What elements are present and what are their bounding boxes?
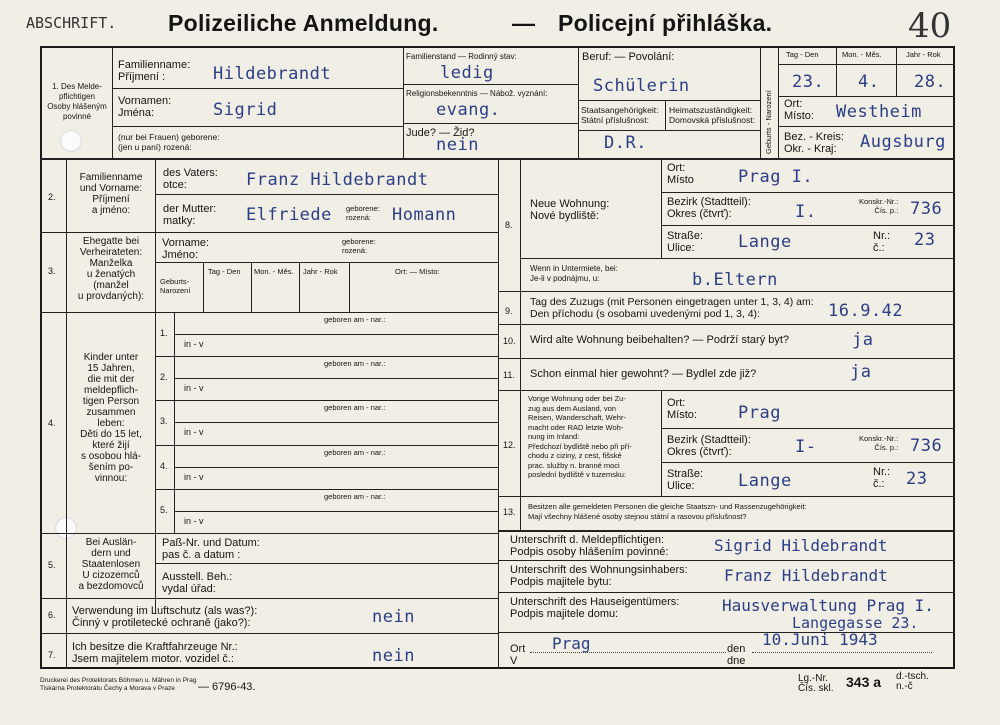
kind-in-label: in - v (184, 383, 204, 394)
section3-label: Ehegatte bei Verheirateten: Manželka u ženatých (manžel u provdaných): (77, 236, 145, 302)
zuzug-value: 16.9.42 (828, 301, 904, 321)
section5-label: Bei Auslän- dern und Staatenlosen U cizozemců a bezdomovců (78, 537, 144, 592)
section10-number: 10. (503, 336, 516, 346)
neue-strasse-value: Lange (738, 232, 792, 252)
kraftfahrzeuge-label: Ich besitze die Kraftfahrzeuge Nr.: Jsem majitelem motor. vozidel č.: (72, 641, 238, 665)
section8-number: 8. (505, 220, 513, 230)
geburts-rotated-label: Geburts - Narození (764, 90, 773, 154)
melde-sig-label: Unterschrift d. Meldepflichtigen: Podpis osoby hlášením povinné: (510, 534, 669, 558)
title-dash: — (512, 10, 535, 36)
neue-ort-label: Ort: Místo (667, 162, 694, 186)
neue-konskr-label: Konskr.-Nr.: Čís. p.: (859, 197, 899, 215)
print-code: — 6796-43. (198, 681, 256, 693)
kind-mid-line (174, 378, 498, 379)
melde-sig-value: Sigrid Hildebrandt (714, 536, 888, 555)
kind-number: 4. (160, 460, 168, 471)
luftschutz-value: nein (372, 607, 415, 627)
kind-number: 3. (160, 416, 168, 427)
vater-label: des Vaters: otce: (163, 167, 218, 191)
kind-born-label: geboren am - nar.: (324, 403, 386, 413)
section2-number: 2. (48, 192, 56, 202)
kind-number: 1. (160, 328, 168, 338)
neue-nr-value: 23 (914, 230, 936, 250)
haus-sig-value-line1: Hausverwaltung Prag I. (722, 596, 934, 615)
familienstand-value: ledig (440, 63, 494, 83)
wohnung-sig-label: Unterschrift des Wohnungsinhabers: Podpis majitele bytu: (510, 564, 688, 588)
ort-value: Prag (552, 634, 591, 653)
vornamen-label: Vornamen: Jména: (118, 95, 172, 119)
kraftfahrzeuge-value: nein (372, 646, 415, 666)
neue-nr-label: Nr.: č.: (873, 230, 891, 254)
monat-label: Mon. - Měs. (842, 50, 882, 59)
section6-number: 6. (48, 610, 56, 620)
kind-in-label: in - v (184, 427, 204, 438)
neue-bezirk-label: Bezirk (Stadtteil): Okres (čtvrť): (667, 196, 751, 220)
alte-wohnung-value: ja (852, 330, 874, 350)
neue-wohnung-label: Neue Wohnung: Nové bydliště: (530, 198, 610, 222)
ehegatte-monat-label: Mon. - Měs. (254, 267, 294, 276)
kind-number: 5. (160, 504, 168, 515)
jude-label: Jude? — Žid? (406, 127, 475, 139)
ehegatte-ort-label: Ort: — Místo: (395, 267, 440, 276)
section11-number: 11. (503, 370, 515, 380)
section3-number: 3. (48, 266, 56, 276)
lg-nr-label: Lg.-Nr. Čís. skl. (798, 673, 834, 694)
section12-number: 12. (503, 440, 516, 450)
kind-mid-line (174, 511, 498, 512)
kind-number: 2. (160, 372, 168, 383)
neue-strasse-label: Straße: Ulice: (667, 230, 704, 254)
kind-in-label: in - v (184, 515, 204, 526)
kind-in-label: in - v (184, 339, 204, 349)
section4-number: 4. (48, 418, 56, 428)
neue-bezirk-value: I. (795, 202, 817, 222)
untermiete-label: Wenn in Untermiete, bei: Je-li v podnájmu, u: (530, 264, 618, 283)
lg-nr-value: 343 a (846, 674, 882, 690)
section5-number: 5. (48, 560, 56, 570)
vorige-nr-value: 23 (906, 469, 928, 489)
vorige-nr-label: Nr.: č.: (873, 466, 891, 490)
ehegatte-tag-label: Tag - Den (208, 267, 241, 276)
vorige-konskr-value: 736 (910, 436, 943, 456)
den-label: den dne (727, 643, 746, 667)
luftschutz-label: Verwendung im Luftschutz (als was?): Činný v protiletecké ochraně (jako?): (72, 605, 258, 629)
vorige-bezirk-label: Bezirk (Stadtteil): Okres (čtvrť): (667, 434, 751, 458)
geburtsort-value: Westheim (836, 102, 922, 122)
vorige-konskr-label: Konskr.-Nr.: Čís. p.: (859, 434, 899, 452)
vorige-bezirk-value: I- (795, 437, 817, 457)
tag-value: 23. (792, 72, 825, 92)
vorige-ort-label: Ort: Místo: (667, 397, 697, 421)
lg-nr-suffix: d.-tsch. n.-č (896, 671, 929, 692)
vornamen-value: Sigrid (213, 100, 278, 120)
geburtsort-label: Ort: Místo: (784, 98, 814, 122)
staats-label: Staatsangehörigkeit: Státní příslušnost: (581, 105, 659, 125)
kind-born-label: geboren am - nar.: (324, 491, 386, 501)
kind-row-line (155, 356, 498, 357)
haus-sig-value-line2: Langegasse 23. (792, 614, 919, 632)
religion-label: Religionsbekenntnis — Nábož. vyznání: (406, 89, 548, 98)
ehegatte-jahr-label: Jahr - Rok (303, 267, 338, 276)
familienstand-label: Familienstand — Rodinný stav: (406, 52, 517, 61)
schon-gewohnt-value: ja (850, 362, 872, 382)
jude-value: nein (436, 135, 479, 155)
kind-mid-line (174, 334, 498, 335)
abschrift-stamp: ABSCHRIFT. (26, 14, 117, 32)
printer-note: Druckerei des Protektorats Böhmen u. Mähren in Prag Tiskárna Protektorátu Čechy a Morava v Praze (40, 677, 197, 692)
zuzug-label: Tag des Zuzugs (mit Personen eingetragen unter 1, 3, 4) am: Den příchodu (s osobami uvedenými pod 1, 3, 4): (530, 296, 814, 320)
mutter-geborene-label: geborene: rozená: (346, 204, 380, 222)
staats-value: D.R. (604, 133, 647, 153)
vater-value: Franz Hildebrandt (246, 170, 429, 190)
familienname-label: Familienname: Příjmení : (118, 59, 191, 83)
section1-label: 1. Des Melde- pflichtigen Osoby hlášeným povinné (47, 82, 107, 121)
kind-born-label: geboren am - nar.: (324, 359, 386, 369)
neue-ort-value: Prag I. (738, 167, 814, 187)
ausstell-label: Ausstell. Beh.: vydal úřad: (162, 571, 233, 595)
title-czech: Policejní přihláška. (558, 10, 773, 36)
page-number: 40 (908, 6, 952, 46)
ehegatte-geburts-label: Geburts- Narození (160, 277, 191, 295)
section2-label: Familienname und Vorname: Příjmení a jméno: (79, 172, 143, 216)
section7-number: 7. (48, 650, 56, 660)
bezirk-label: Bez. - Kreis: Okr. - Kraj: (784, 131, 844, 155)
neue-konskr-value: 736 (910, 199, 943, 219)
haus-sig-label: Unterschrift des Hauseigentümers: Podpis majitele domu: (510, 596, 680, 620)
section9-number: 9. (505, 306, 513, 316)
ort-label: Ort V (510, 643, 526, 667)
mutter-value: Elfriede (246, 205, 332, 225)
alte-wohnung-label: Wird alte Wohnung beibehalten? — Podrží starý byt? (530, 334, 790, 346)
title-german: Polizeiliche Anmeldung. (168, 10, 439, 36)
tag-label: Tag - Den (786, 50, 819, 59)
kind-row-line (155, 489, 498, 490)
religion-value: evang. (436, 100, 501, 120)
vorige-wohnung-label: Vorige Wohnung oder bei Zu- zug aus dem Ausland, von Reisen, Wanderschaft, Wehr- macht oder RAD letzte Woh- nung im Inland: Předchozí bydliště nebo při pří- chodu z ciziny, z cest, fišské prac. služby n. branné moci poslední bydliště v tuzemsku: (528, 394, 632, 479)
jahr-label: Jahr - Rok (906, 50, 941, 59)
bezirk-value: Augsburg (860, 132, 946, 152)
pass-label: Paß-Nr. und Datum: pas č. a datum : (162, 537, 260, 561)
familienname-value: Hildebrandt (213, 64, 332, 84)
jahr-value: 28. (914, 72, 947, 92)
kind-born-label: geboren am - nar.: (324, 315, 386, 324)
vorige-ort-value: Prag (738, 403, 781, 423)
wohnung-sig-value: Franz Hildebrandt (724, 566, 888, 585)
schon-gewohnt-label: Schon einmal hier gewohnt? — Bydlel zde již? (530, 368, 757, 380)
mutter-label: der Mutter: matky: (163, 203, 217, 227)
section13-number: 13. (503, 507, 516, 517)
den-value: 10.Juni 1943 (762, 630, 878, 649)
vorige-strasse-label: Straße: Ulice: (667, 468, 704, 492)
beruf-label: Beruf: — Povolání: (582, 51, 675, 63)
kind-row-line (155, 445, 498, 446)
kind-row-line (155, 400, 498, 401)
geborene-label: (nur bei Frauen) geborene: (jen u paní) rozená: (118, 132, 220, 152)
vorige-strasse-value: Lange (738, 471, 792, 491)
untermiete-value: b.Eltern (692, 270, 778, 290)
monat-value: 4. (858, 72, 880, 92)
kind-mid-line (174, 467, 498, 468)
kind-mid-line (174, 422, 498, 423)
mutter-geborene-value: Homann (392, 205, 457, 225)
beruf-value: Schülerin (593, 76, 690, 96)
section4-label: Kinder unter 15 Jahren, die mit der meldepflich- tigen Person zusammen leben: Děti do 15 let, které žijí s osobou hlá- šením po- vinnou: (80, 352, 142, 484)
rasse-label: Besitzen alle gemeldeten Personen die gleiche Staatszn- und Rassenzugehörigkeit: Mají všechny hlášené osoby stejnou státní a rasovou příslušnost? (528, 502, 807, 521)
heimat-label: Heimatszuständigkeit: Domovská příslušnost: (669, 105, 755, 125)
ehegatte-vorname-label: Vorname: Jméno: (162, 237, 210, 261)
ehegatte-geborene-label: geborene: rozená: (342, 237, 376, 255)
kind-in-label: in - v (184, 471, 204, 482)
kind-born-label: geboren am - nar.: (324, 447, 386, 457)
